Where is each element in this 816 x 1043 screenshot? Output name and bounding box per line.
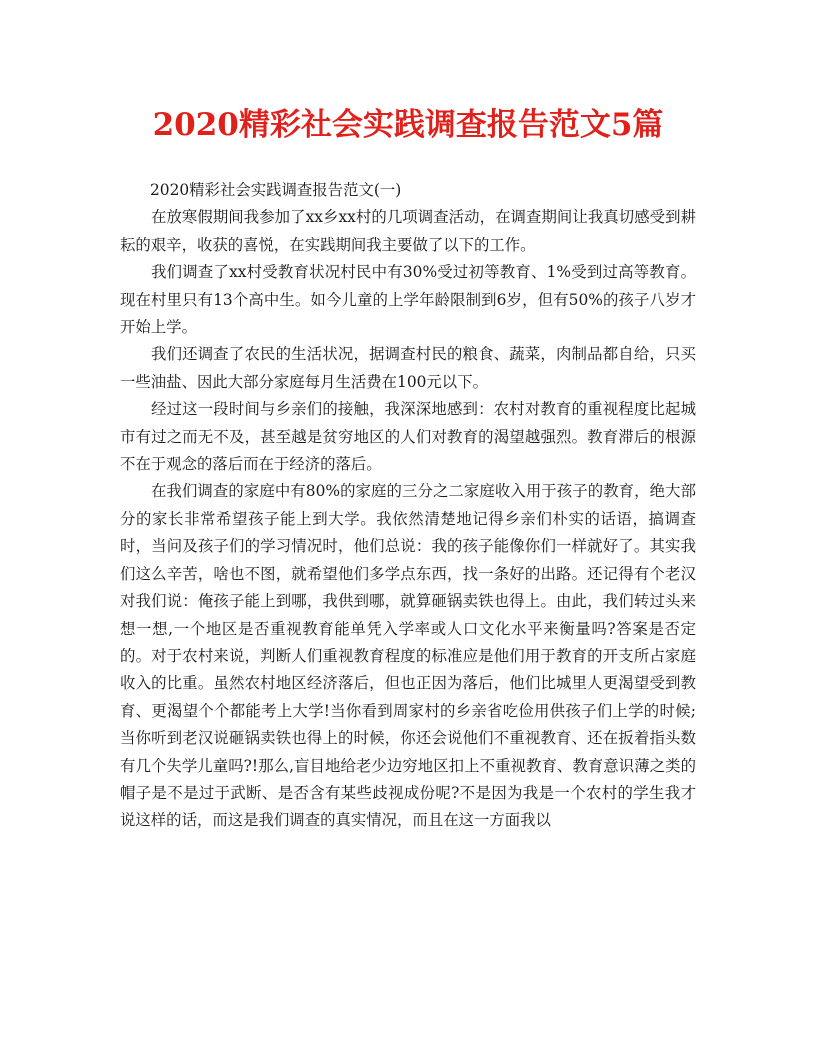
paragraph: 我们还调查了农民的生活状况，据调查村民的粮食、蔬菜，肉制品都自给，只买一些油盐、因此大部分家庭每月生活费在100元以下。 [120, 345, 696, 391]
section-heading: 2020精彩社会实践调查报告范文(一) [150, 181, 402, 199]
paragraph: 经过这一段时间与乡亲们的接触，我深深地感到：农村对教育的重视程度比起城市有过之而无不及，甚至越是贫穷地区的人们对教育的渴望越强烈。教育滞后的根源不在于观念的落后而在于经济的落后。 [120, 400, 696, 474]
paragraph: 在我们调查的家庭中有80%的家庭的三分之二家庭收入用于孩子的教育，绝大部分的家长非常希望孩子能上到大学。我依然清楚地记得乡亲们朴实的话语，搞调查时，当问及孩子们的学习情况时，他们总说：我的孩子能像你们一样就好了。其实我们这么辛苦，啥也不图，就希望他们多学点东西，找一条好的出路。还记得有个老汉对我们说：俺孩子能上到哪，我供到哪，就算砸锅卖铁也得上。由此，我们转过头来想一想,一个地区是否重视教育能单凭入学率或人口文化水平来衡量吗?答案是否定的。对于农村来说，判断人们重视教育程度的标准应是他们用于教育的开支所占家庭收入的比重。虽然农村地区经济落后，但也正因为落后，他们比城里人更渴望受到教育、更渴望个个都能考上大学!当你看到周家村的乡亲省吃俭用供孩子们上学的时候;当你听到老汉说砸锅卖铁也得上的时候，你还会说他们不重视教育、还在扳着指头数有几个失学儿童吗?!那么,盲目地给老少边穷地区扣上不重视教育、教育意识薄之类的帽子是不是过于武断、是否含有某些歧视成份呢?不是因为我是一个农村的学生我才说这样的话，而这是我们调查的真实情况，而且在这一方面我以 [120, 482, 696, 830]
paragraph: 我们调查了xx村受教育状况村民中有30%受过初等教育、1%受到过高等教育。现在村里只有13个高中生。如今儿童的上学年龄限制到6岁，但有50%的孩子八岁才开始上学。 [120, 263, 696, 337]
document-body [120, 177, 696, 835]
document-title: 2020精彩社会实践调查报告范文5篇 [152, 107, 664, 143]
paragraph: 在放寒假期间我参加了xx乡xx村的几项调查活动，在调查期间让我真切感受到耕耘的艰辛，收获的喜悦，在实践期间我主要做了以下的工作。 [120, 208, 696, 254]
